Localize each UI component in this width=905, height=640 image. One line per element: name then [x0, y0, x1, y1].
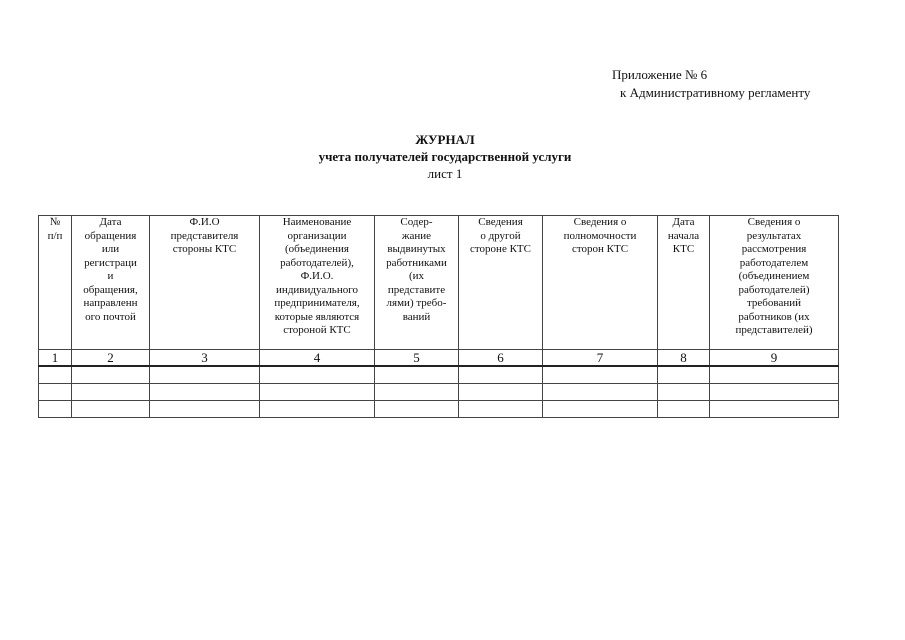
journal-entry-cell[interactable]: [72, 401, 150, 418]
column-header-line: предпринимателя,: [274, 297, 360, 309]
journal-entry-cell[interactable]: [260, 401, 375, 418]
column-header-4: [260, 216, 375, 350]
column-header-7: [543, 216, 658, 350]
column-number-6: 6: [459, 350, 543, 367]
column-header-line: о другой: [480, 229, 521, 242]
journal-entry-cell[interactable]: [150, 401, 260, 418]
appendix-note: [612, 66, 810, 102]
column-header-line: или: [101, 243, 120, 255]
column-number-9: 9: [710, 350, 839, 367]
column-header-line: Наименование: [282, 216, 352, 228]
column-header-line: (объединением: [738, 270, 810, 282]
journal-entry-cell[interactable]: [658, 366, 710, 384]
column-number-3: 3: [150, 350, 260, 367]
column-header-line: Ф.И.О: [189, 216, 220, 228]
column-header-line: работниками: [386, 256, 447, 269]
appendix-line-2: к Административному регламенту: [620, 85, 811, 100]
journal-entry-cell[interactable]: [39, 401, 72, 418]
journal-entry-cell[interactable]: [39, 366, 72, 384]
journal-entry-cell[interactable]: [72, 384, 150, 401]
column-header-line: полномочности: [563, 229, 637, 242]
column-header-line: стороны КТС: [172, 243, 237, 255]
column-header-line: индивидуального: [276, 283, 358, 296]
column-header-line: выдвинутых: [387, 243, 446, 255]
column-header-line: работников (их: [738, 310, 810, 323]
journal-entry-cell[interactable]: [375, 366, 459, 384]
title-main: ЖУРНАЛ: [415, 132, 475, 147]
journal-entry-cell[interactable]: [150, 366, 260, 384]
column-header-6: [459, 216, 543, 350]
journal-entry-cell[interactable]: [543, 401, 658, 418]
column-header-5: [375, 216, 459, 350]
column-header-line: КТС: [672, 243, 695, 255]
column-header-line: обращения: [84, 229, 137, 242]
column-header-line: Дата: [672, 216, 695, 228]
column-header-line: Сведения о: [573, 216, 627, 228]
document-title: [250, 131, 640, 182]
column-header-8: [658, 216, 710, 350]
column-header-line: работодателем: [739, 256, 809, 269]
column-header-line: которые являются: [274, 310, 360, 323]
journal-entry-cell[interactable]: [459, 384, 543, 401]
column-number-4: 4: [260, 350, 375, 367]
column-header-line: представителей): [735, 324, 813, 336]
journal-entry-cell[interactable]: [710, 384, 839, 401]
column-number-row: [39, 350, 839, 367]
journal-entry-cell[interactable]: [543, 384, 658, 401]
column-header-line: Дата: [99, 216, 122, 228]
column-header-line: №: [49, 216, 61, 228]
column-header-2: [72, 216, 150, 350]
title-subtitle: учета получателей государственной услуги: [318, 149, 572, 164]
journal-entry-cell[interactable]: [658, 384, 710, 401]
column-number-7: 7: [543, 350, 658, 367]
column-number-2: 2: [72, 350, 150, 367]
column-number-5: 5: [375, 350, 459, 367]
journal-entry-cell[interactable]: [459, 401, 543, 418]
journal-entry-cell[interactable]: [375, 384, 459, 401]
journal-entry-cell[interactable]: [72, 366, 150, 384]
journal-entry-cell[interactable]: [375, 401, 459, 418]
header-row: [39, 216, 839, 350]
column-header-line: Ф.И.О.: [300, 270, 334, 282]
column-header-line: стороне КТС: [470, 243, 531, 255]
column-header-9: [710, 216, 839, 350]
column-header-line: начала: [667, 229, 700, 242]
appendix-line-1: Приложение № 6: [612, 67, 708, 82]
journal-entry-row: [39, 401, 839, 418]
column-header-line: сторон КТС: [571, 243, 629, 255]
column-header-line: Сведения о: [747, 216, 801, 228]
title-sheet: лист 1: [427, 166, 463, 181]
column-header-line: ого почтой: [85, 310, 136, 323]
column-header-line: требований: [746, 297, 801, 309]
journal-entry-cell[interactable]: [543, 366, 658, 384]
journal-entry-cell[interactable]: [710, 366, 839, 384]
column-header-line: работодателей): [738, 283, 810, 296]
column-header-line: результатах: [746, 229, 802, 242]
column-number-8: 8: [658, 350, 710, 367]
journal-entry-row: [39, 384, 839, 401]
column-number-1: 1: [39, 350, 72, 367]
column-header-line: представителя: [170, 229, 239, 242]
column-header-line: представите: [387, 283, 446, 296]
column-header-line: организации: [287, 229, 347, 242]
column-header-3: [150, 216, 260, 350]
column-header-line: обращения,: [83, 283, 138, 296]
column-header-line: жание: [401, 229, 432, 242]
column-header-line: и: [107, 270, 114, 282]
journal-entry-cell[interactable]: [260, 384, 375, 401]
column-header-line: (их: [408, 270, 425, 282]
column-header-line: п/п: [47, 229, 63, 242]
column-header-line: Сведения: [478, 216, 523, 228]
column-header-line: регистраци: [84, 256, 137, 269]
column-header-line: ваний: [402, 310, 431, 323]
column-header-1: [39, 216, 72, 350]
column-header-line: рассмотрения: [741, 243, 807, 255]
journal-entry-cell[interactable]: [260, 366, 375, 384]
column-header-line: направленн: [83, 297, 138, 309]
journal-entry-cell[interactable]: [39, 384, 72, 401]
column-header-line: стороной КТС: [283, 324, 351, 336]
column-header-line: работодателей),: [280, 256, 354, 269]
journal-entry-cell[interactable]: [150, 384, 260, 401]
journal-entry-row: [39, 366, 839, 384]
column-header-line: (объединения: [285, 243, 349, 255]
journal-entry-cell[interactable]: [459, 366, 543, 384]
journal-entry-cell[interactable]: [710, 401, 839, 418]
column-header-line: лями) требо-: [386, 297, 447, 309]
journal-entry-cell[interactable]: [658, 401, 710, 418]
column-header-line: Содер-: [400, 216, 433, 228]
journal-table: [38, 215, 839, 418]
